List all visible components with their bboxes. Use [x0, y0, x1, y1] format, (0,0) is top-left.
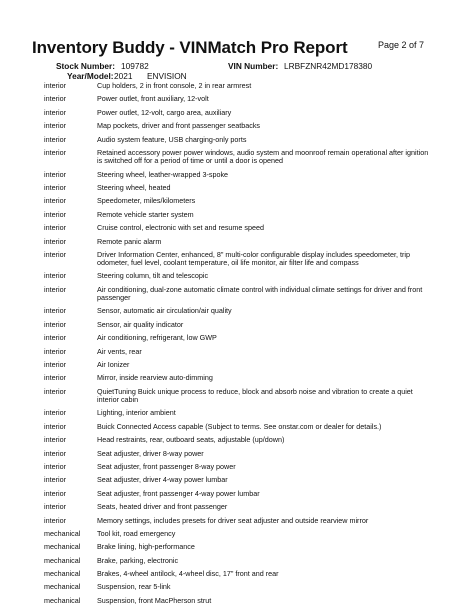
item-category: interior: [44, 346, 66, 356]
list-item: [44, 93, 434, 106]
item-category: interior: [44, 515, 66, 525]
item-description: Mirror, inside rearview auto-dimming: [97, 373, 213, 383]
item-description: Power outlet, front auxiliary, 12-volt: [97, 94, 209, 104]
item-category: mechanical: [44, 555, 81, 565]
list-item: [44, 182, 434, 195]
list-item: [44, 120, 434, 133]
item-category: interior: [44, 249, 66, 259]
list-item: [44, 541, 434, 554]
item-category: interior: [44, 182, 66, 192]
year-value: 2021: [114, 71, 133, 81]
list-item: [44, 434, 434, 447]
list-item: [44, 568, 434, 581]
item-category: interior: [44, 271, 66, 281]
list-item: [44, 407, 434, 420]
list-item: [44, 595, 434, 608]
year-model-label: Year/Model:: [67, 71, 114, 81]
equipment-list: [44, 80, 434, 608]
list-item: [44, 461, 434, 474]
list-item: [44, 386, 434, 408]
list-item: [44, 319, 434, 332]
item-category: interior: [44, 169, 66, 179]
item-description: Buick Connected Access capable (Subject to terms. See onstar.com or dealer for details.): [97, 421, 382, 431]
list-item: [44, 80, 434, 93]
item-category: interior: [44, 196, 66, 206]
list-item: [44, 488, 434, 501]
vin-value: LRBFZNR42MD178380: [284, 61, 373, 71]
item-description: Cup holders, 2 in front console, 2 in rear armrest: [97, 81, 252, 90]
item-description: Sensor, automatic air circulation/air quality: [97, 306, 232, 316]
item-category: interior: [44, 107, 66, 117]
list-item: [44, 134, 434, 147]
list-item: [44, 147, 434, 169]
list-item: [44, 209, 434, 222]
item-description: Audio system feature, USB charging-only ports: [97, 134, 247, 144]
item-description: QuietTuning Buick unique process to reduce, block and absorb noise and vibration to create a quiet interior cabin: [97, 386, 413, 405]
item-category: interior: [44, 360, 66, 370]
list-item: [44, 421, 434, 434]
item-description: Remote panic alarm: [97, 236, 162, 246]
item-category: interior: [44, 147, 66, 157]
item-category: interior: [44, 236, 66, 246]
item-description: Speedometer, miles/kilometers: [97, 196, 196, 206]
item-category: interior: [44, 373, 66, 383]
item-category: interior: [44, 448, 66, 458]
item-description: Air vents, rear: [97, 346, 142, 356]
list-item: [44, 270, 434, 283]
list-item: [44, 169, 434, 182]
item-description: Tool kit, road emergency: [97, 528, 176, 538]
item-description: Seat adjuster, driver 4-way power lumbar: [97, 475, 228, 485]
model-value: ENVISION: [147, 71, 187, 81]
item-description: Lighting, interior ambient: [97, 408, 176, 418]
list-item: [44, 528, 434, 541]
stock-number-value: 109782: [121, 61, 149, 71]
item-description: Steering wheel, leather-wrapped 3-spoke: [97, 169, 229, 179]
list-item: [44, 346, 434, 359]
item-description: Seat adjuster, front passenger 4-way power lumbar: [97, 488, 260, 498]
list-item: [44, 305, 434, 318]
item-description: Memory settings, includes presets for driver seat adjuster and outside rearview mirror: [97, 515, 369, 525]
list-item: [44, 236, 434, 249]
list-item: [44, 284, 434, 306]
item-category: interior: [44, 319, 66, 329]
item-category: interior: [44, 488, 66, 498]
item-category: interior: [44, 408, 66, 418]
item-category: interior: [44, 121, 66, 131]
item-category: interior: [44, 502, 66, 512]
item-category: interior: [44, 435, 66, 445]
item-description: Steering column, tilt and telescopic: [97, 271, 209, 281]
list-item: [44, 474, 434, 487]
item-description: Suspension, rear 5-link: [97, 582, 171, 592]
item-category: interior: [44, 475, 66, 485]
item-category: interior: [44, 94, 66, 104]
list-item: [44, 555, 434, 568]
list-item: [44, 581, 434, 594]
list-item: [44, 195, 434, 208]
list-item: [44, 501, 434, 514]
list-item: [44, 332, 434, 345]
list-item: [44, 448, 434, 461]
item-description: Remote vehicle starter system: [97, 209, 194, 219]
item-description: Retained accessory power power windows, audio system and moonroof remain operational after ignition is switched off for a period of time or until a door is opened: [97, 147, 429, 166]
item-category: mechanical: [44, 542, 81, 552]
list-item: [44, 107, 434, 120]
item-category: interior: [44, 461, 66, 471]
item-description: Brakes, 4-wheel antilock, 4-wheel disc, 17" front and rear: [97, 569, 279, 579]
stock-number-label: Stock Number:: [56, 61, 116, 71]
item-description: Sensor, air quality indicator: [97, 319, 184, 329]
item-description: Seats, heated driver and front passenger: [97, 502, 228, 512]
item-description: Air conditioning, refrigerant, low GWP: [97, 333, 217, 343]
item-category: interior: [44, 209, 66, 219]
item-category: mechanical: [44, 582, 81, 592]
item-description: Brake, parking, electronic: [97, 555, 179, 565]
item-description: Head restraints, rear, outboard seats, adjustable (up/down): [97, 435, 285, 445]
item-category: interior: [44, 333, 66, 343]
list-item: [44, 359, 434, 372]
item-description: Cruise control, electronic with set and resume speed: [97, 223, 264, 233]
item-category: interior: [44, 284, 66, 294]
item-category: interior: [44, 81, 66, 90]
item-description: Seat adjuster, driver 8-way power: [97, 448, 204, 458]
item-category: interior: [44, 421, 66, 431]
item-category: mechanical: [44, 569, 81, 579]
list-item: [44, 249, 434, 271]
item-category: interior: [44, 223, 66, 233]
item-description: Brake lining, high-performance: [97, 542, 195, 552]
item-description: Seat adjuster, front passenger 8-way power: [97, 461, 236, 471]
item-category: mechanical: [44, 595, 81, 605]
item-category: interior: [44, 134, 66, 144]
list-item: [44, 372, 434, 385]
report-title: Inventory Buddy - VINMatch Pro Report: [32, 38, 348, 57]
item-description: Driver Information Center, enhanced, 8" multi-color configurable display includes speedometer, trip odometer, fuel level, coolant temperature, oil life monitor, air filter life and compass: [97, 249, 410, 268]
page-number: Page 2 of 7: [377, 40, 424, 50]
item-category: interior: [44, 386, 66, 396]
list-item: [44, 222, 434, 235]
item-description: Steering wheel, heated: [97, 182, 171, 192]
item-category: mechanical: [44, 528, 81, 538]
item-description: Suspension, front MacPherson strut: [97, 595, 212, 605]
vin-label: VIN Number:: [228, 61, 279, 71]
list-item: [44, 515, 434, 528]
item-description: Air conditioning, dual-zone automatic climate control with individual climate settings for driver and front passenger: [97, 284, 423, 303]
item-description: Air Ionizer: [97, 360, 130, 370]
item-description: Power outlet, 12-volt, cargo area, auxiliary: [97, 107, 232, 117]
item-description: Map pockets, driver and front passenger seatbacks: [97, 121, 261, 131]
item-category: interior: [44, 306, 66, 316]
